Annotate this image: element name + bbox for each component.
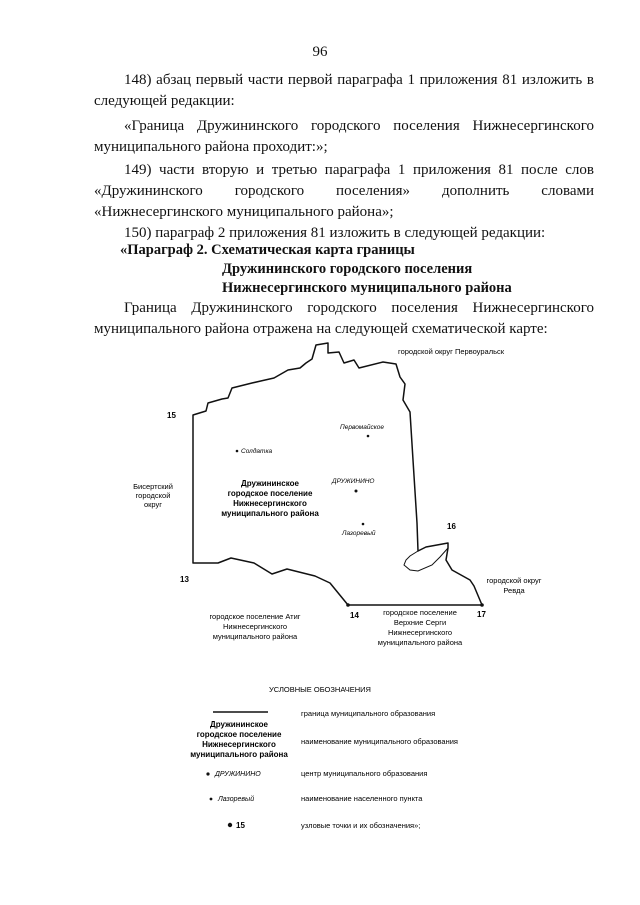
- center-druzhinino: ДРУЖИНИНО: [332, 478, 375, 485]
- node-point-14: [346, 603, 350, 607]
- legend-node-sample: 15: [236, 821, 245, 830]
- label-revda-2: Ревда: [503, 586, 525, 595]
- legend-settlement-dot: [210, 798, 213, 801]
- node-label-15: 15: [167, 411, 176, 420]
- river-line: [404, 548, 448, 571]
- label-revda-1: городской округ: [486, 576, 542, 585]
- label-bisert-1: Бисертский: [133, 482, 173, 491]
- settlement-soldatka: Солдатка: [241, 448, 273, 455]
- heading-line-2: Дружининского городского поселения: [222, 261, 473, 277]
- legend-boundary-desc: граница муниципального образования: [301, 709, 436, 718]
- legend-center-desc: центр муниципального образования: [301, 769, 428, 778]
- legend-name-sample-4: муниципального района: [190, 750, 288, 759]
- municipal-boundary: [193, 343, 482, 605]
- label-pervouralsk: городской округ Первоуральск: [398, 347, 505, 356]
- heading-line-3: Нижнесергинского муниципального района: [222, 280, 512, 296]
- node-label-16: 16: [447, 522, 456, 531]
- legend-title: УСЛОВНЫЕ ОБОЗНАЧЕНИЯ: [269, 685, 371, 694]
- settlement-dot-pervomayskoe: [367, 435, 370, 438]
- label-verkhnie-1: городское поселение: [383, 608, 457, 617]
- legend-center-sample: ДРУЖИНИНО: [215, 771, 261, 778]
- paragraph-148-text: 148) абзац первый части первой параграфа 1 приложения 81 изложить в следующей редакции:: [94, 72, 594, 109]
- settlement-lazorevy: Лазоревый: [342, 530, 376, 537]
- node-label-17: 17: [477, 610, 486, 619]
- legend-settlement-sample: Лазоревый: [218, 796, 255, 803]
- intro-paragraph-text: Граница Дружининского городского поселения Нижнесергинского муниципального района отражена на следующей схематической карте:: [94, 300, 594, 337]
- node-label-14: 14: [350, 611, 359, 620]
- label-bisert-2: городской: [135, 491, 171, 500]
- label-verkhnie-4: муниципального района: [377, 638, 463, 647]
- legend-name-desc: наименование муниципального образования: [301, 737, 458, 746]
- label-atig-1: городское поселение Атиг: [209, 612, 301, 621]
- settlement-dot-soldatka: [236, 450, 239, 453]
- legend-node-dot: [228, 823, 232, 827]
- paragraph-148-quote-text: «Граница Дружининского городского поселения Нижнесергинского муниципального района проходит:»;: [94, 118, 594, 155]
- label-bisert-3: округ: [143, 500, 163, 509]
- center-dot-druzhinino: [355, 490, 358, 493]
- municipality-name-3: Нижнесергинского: [233, 499, 307, 508]
- page-number: 96: [312, 44, 328, 60]
- legend-name-sample-1: Дружининское: [210, 720, 268, 729]
- label-verkhnie-2: Верхние Серги: [393, 618, 447, 627]
- paragraph-149-text: 149) части вторую и третью параграфа 1 приложения 81 после слов «Дружининского городского поселения» дополнить словами «Нижнесергинского муниципального района»;: [94, 162, 594, 220]
- label-atig-3: муниципального района: [212, 632, 298, 641]
- settlement-pervomayskoe: Первомайское: [340, 424, 385, 431]
- municipality-name-1: Дружининское: [241, 479, 299, 488]
- settlement-dot-lazorevy: [362, 523, 365, 526]
- legend-node-desc: узловые точки и их обозначения»;: [301, 821, 421, 830]
- legend-center-dot: [206, 772, 209, 775]
- legend-name-sample-3: Нижнесергинского: [202, 740, 276, 749]
- label-atig-2: Нижнесергинского: [222, 622, 288, 631]
- paragraph-150-text: 150) параграф 2 приложения 81 изложить в следующей редакции:: [124, 225, 546, 241]
- heading-line-1: «Параграф 2. Схематическая карта границы: [120, 242, 415, 258]
- legend-settlement-desc: наименование населенного пункта: [301, 794, 423, 803]
- node-point-17: [480, 603, 484, 607]
- municipality-name-4: муниципального района: [221, 509, 319, 518]
- municipality-name-2: городское поселение: [227, 489, 313, 498]
- node-label-13: 13: [180, 575, 189, 584]
- legend-name-sample-2: городское поселение: [196, 730, 282, 739]
- label-verkhnie-3: Нижнесергинского: [387, 628, 453, 637]
